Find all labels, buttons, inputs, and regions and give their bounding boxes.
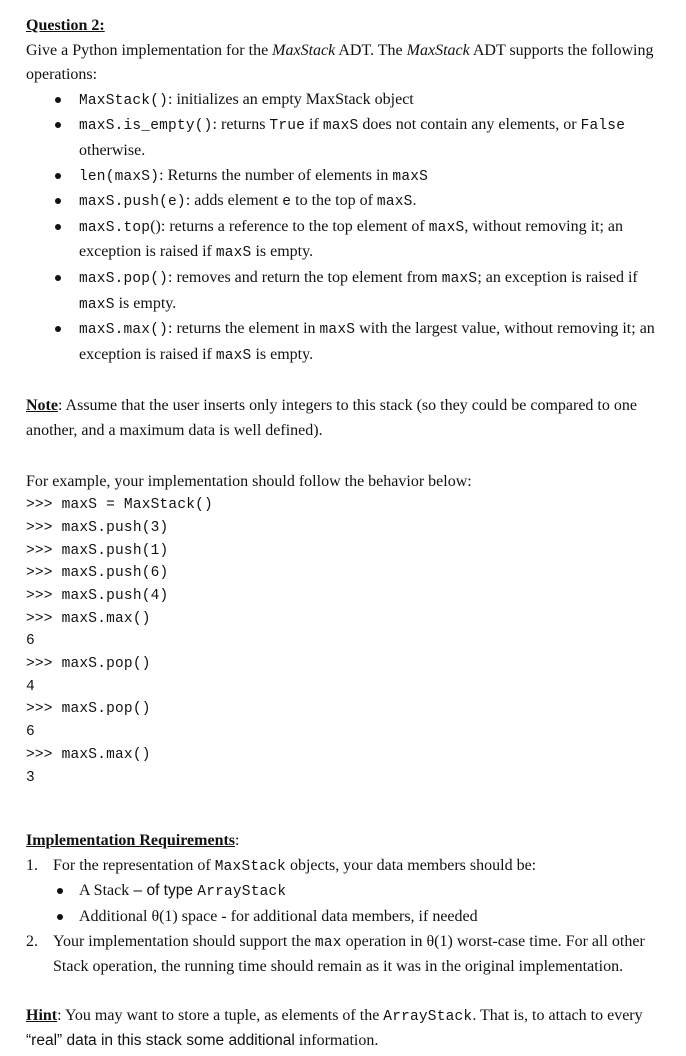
inline-code: ArrayStack [383,1008,473,1025]
operation-desc: adds element [194,192,283,210]
intro-text-2: ADT. The [335,41,407,59]
code-line: >>> maxS.pop() [26,656,151,673]
note-text: : Assume that the user inserts only integers to this stack (so they could be compared to one another, and a maximum data is well defined). [26,397,637,439]
requirements-title [26,829,666,854]
code-line: >>> maxS = MaxStack() [26,497,213,514]
code-line: >>> maxS.pop() [26,701,151,718]
operation-desc: is empty. [251,243,314,261]
hint-label: Hint [26,1006,58,1024]
operation-code: maxS.is_empty() [79,118,213,135]
inline-code: max [314,934,342,951]
intro-paragraph [26,39,666,88]
hint-text: . That is, to attach to every [472,1006,643,1024]
code-line: >>> maxS.max() [26,610,151,627]
intro-text-1: Give a Python implementation for the [26,41,273,59]
operation-sep: : [168,320,177,338]
inline-code: maxS [215,245,252,262]
document-page [26,14,666,1054]
operation-item [26,189,666,215]
operation-code: maxS.push(e) [79,194,186,211]
operation-desc: is empty. [251,345,314,363]
code-line: >>> maxS.push(1) [26,542,169,559]
requirement-item [26,930,666,980]
hint-text: information. [294,1032,379,1050]
operation-desc: does not contain any elements, or [358,116,581,134]
operation-item [26,164,666,190]
spacer [26,980,666,1004]
inline-code: maxS [215,347,252,364]
operation-item [26,266,666,317]
inline-code: MaxStack [214,858,286,875]
spacer [26,789,666,829]
requirement-text: For the representation of [53,856,215,874]
note-label: Note [26,397,58,415]
requirement-number: 2. [26,932,38,950]
operation-item [26,88,666,114]
operation-code: maxS.pop() [79,270,169,287]
operation-sep: : [185,192,195,210]
operation-desc: if [305,116,323,134]
operation-desc: to the top of [291,192,377,210]
operation-code: maxS.max() [79,322,169,339]
operation-sep: : [212,116,221,134]
adt-name-2: MaxStack [406,41,470,59]
code-line: >>> maxS.max() [26,746,151,763]
operation-item [26,215,666,266]
requirement-text: objects, your data members should be: [285,856,537,874]
subitem-text: Additional θ(1) space - for additional data members, if needed [79,908,478,926]
code-line: >>> maxS.push(6) [26,565,169,582]
operation-code: len(maxS) [79,168,160,185]
spacer [26,444,666,470]
inline-code: True [269,118,306,135]
operation-item [26,317,666,368]
operation-desc: returns the element in [176,320,320,338]
operation-code: maxS.top [79,219,151,236]
code-output: 3 [26,769,35,786]
code-line: >>> maxS.push(3) [26,519,169,536]
operation-desc: removes and return the top element from [176,268,442,286]
inline-code: maxS [322,118,359,135]
inline-code: maxS [319,322,356,339]
inline-code: maxS [376,194,413,211]
requirements-list [26,854,666,980]
inline-code: maxS [79,296,115,313]
requirement-number: 1. [26,856,38,874]
hint-text: “real” data in this stack some additional [26,1032,295,1050]
inline-code: maxS [441,270,478,287]
operations-list [26,88,666,369]
code-output: 6 [26,633,35,650]
subitem-text: A Stack [79,882,130,900]
requirement-text: operation in θ(1) worst-case time. For all other Stack operation, the running time should remain as it was in the original implementation. [53,932,645,976]
intro-text-3: ADT supports the following operations: [26,41,654,84]
hint-paragraph [26,1004,666,1054]
inline-code: False [580,118,626,135]
operation-sep: (): [150,217,170,235]
operation-desc: is empty. [114,294,177,312]
inline-code: e [282,194,292,211]
code-line: >>> maxS.push(4) [26,587,169,604]
operation-desc: . [412,192,417,210]
operation-sep: : [168,90,177,108]
question-title: Question 2: [26,17,105,34]
operation-desc: ; an exception is raised if [477,268,638,286]
requirement-subitem [53,905,666,930]
subitem-text: – of type [129,882,198,900]
inline-code: ArrayStack [197,884,287,901]
example-code-block [26,494,666,789]
operation-item [26,113,666,163]
operation-code: MaxStack() [79,92,169,109]
requirements-heading: Implementation Requirements [26,832,236,850]
requirement-sublist [53,879,666,929]
note-paragraph [26,394,666,443]
operation-desc: with the largest value, without removing it; an exception is raised if [79,320,655,363]
operation-desc: returns [220,116,270,134]
operation-desc: returns a reference to the top element of [169,217,429,235]
inline-code: maxS [428,219,465,236]
operation-sep: : [159,166,168,184]
operation-desc: otherwise. [79,141,146,159]
requirement-subitem [53,879,666,905]
hint-text: : You may want to store a tuple, as elements of the [57,1006,384,1024]
requirements-colon: : [235,832,240,850]
requirement-text: Your implementation should support the [53,932,315,950]
adt-name-1: MaxStack [272,41,336,59]
operation-desc: Returns the number of elements in [167,166,393,184]
example-intro: For example, your implementation should follow the behavior below: [26,472,472,490]
inline-code: maxS [392,168,429,185]
operation-desc: , without removing it; an exception is raised if [79,217,624,261]
code-output: 6 [26,724,35,741]
spacer [26,368,666,394]
operation-desc: initializes an empty MaxStack object [176,90,414,108]
requirement-item [26,854,666,930]
operation-sep: : [168,268,177,286]
code-output: 4 [26,678,35,695]
